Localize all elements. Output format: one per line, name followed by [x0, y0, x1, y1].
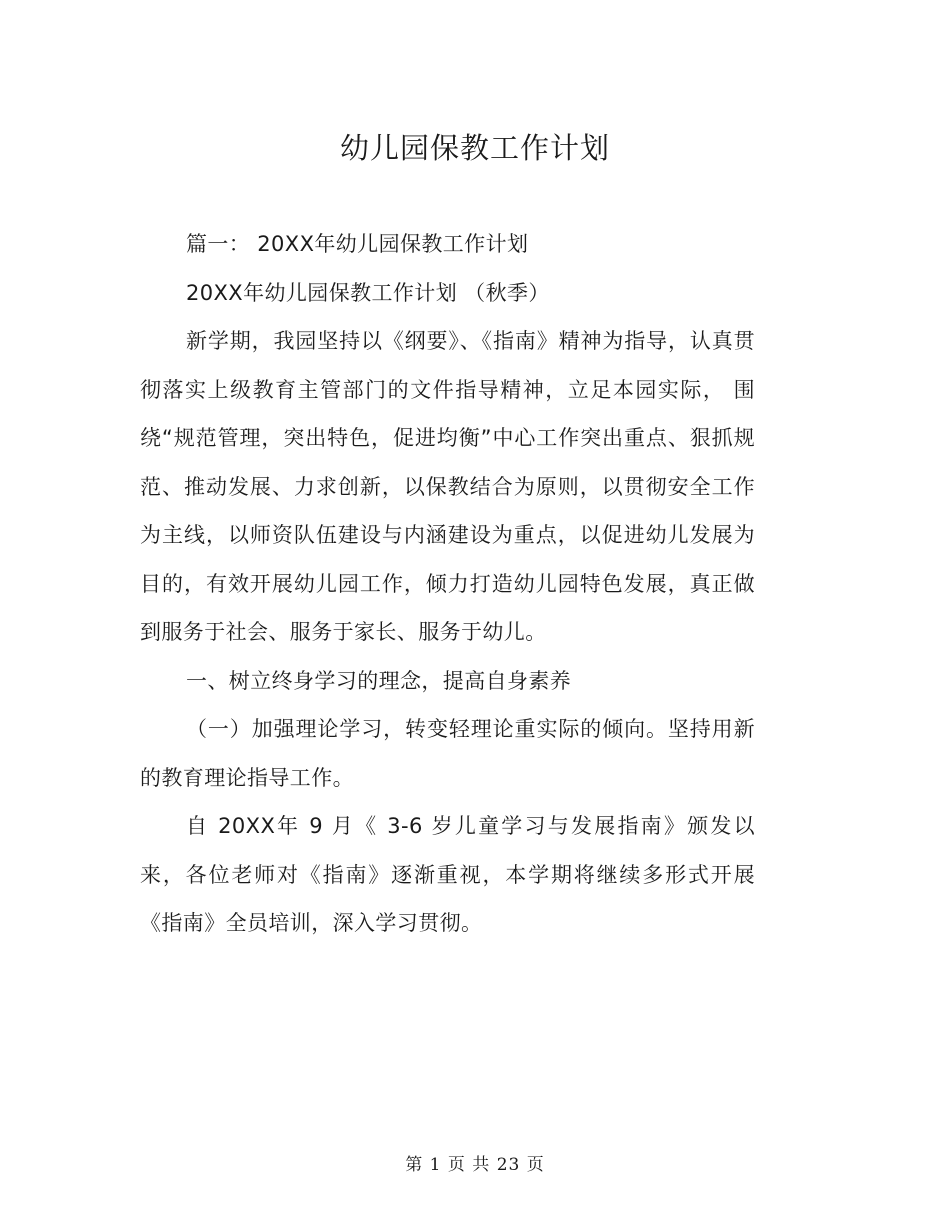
document-title: 幼儿园保教工作计划 [339, 131, 610, 165]
section-heading: 篇一： 20XX年幼儿园保教工作计划 [186, 232, 529, 256]
section-heading: 一、树立终身学习的理念，提高自身素养 [186, 668, 572, 693]
plan-subtitle: 20XX年幼儿园保教工作计划 （秋季） [186, 280, 550, 305]
body-paragraph: 新学期，我园坚持以《纲要》、《指南》精神为指导，认真贯彻落实上级教育主管部门的文件指导精神，立足本园实际， 围绕“规范管理，突出特色，促进均衡”中心工作突出重点、狠抓规范、推动发展、力求创新，以保教结合为原则，以贯彻安全工作为主线，以师资队伍建设与内涵建设为重点，以促进幼儿发展为目的，有效开展幼儿园工作，倾力打造幼儿园特色发展，真正做到服务于社会、服务于家长、服务于幼儿。 [140, 329, 755, 644]
body-paragraph: 自 20XX年 9 月《 3-6 岁儿童学习与发展指南》颁发以来，各位老师对《指南》逐渐重视，本学期将继续多形式开展《指南》全员培训，深入学习贯彻。 [140, 814, 755, 935]
body-paragraph: （一）加强理论学习，转变轻理论重实际的倾向。坚持用新的教育理论指导工作。 [140, 717, 755, 790]
document-body [140, 220, 755, 948]
page-footer: 第 1 页 共 23 页 [405, 1155, 545, 1175]
